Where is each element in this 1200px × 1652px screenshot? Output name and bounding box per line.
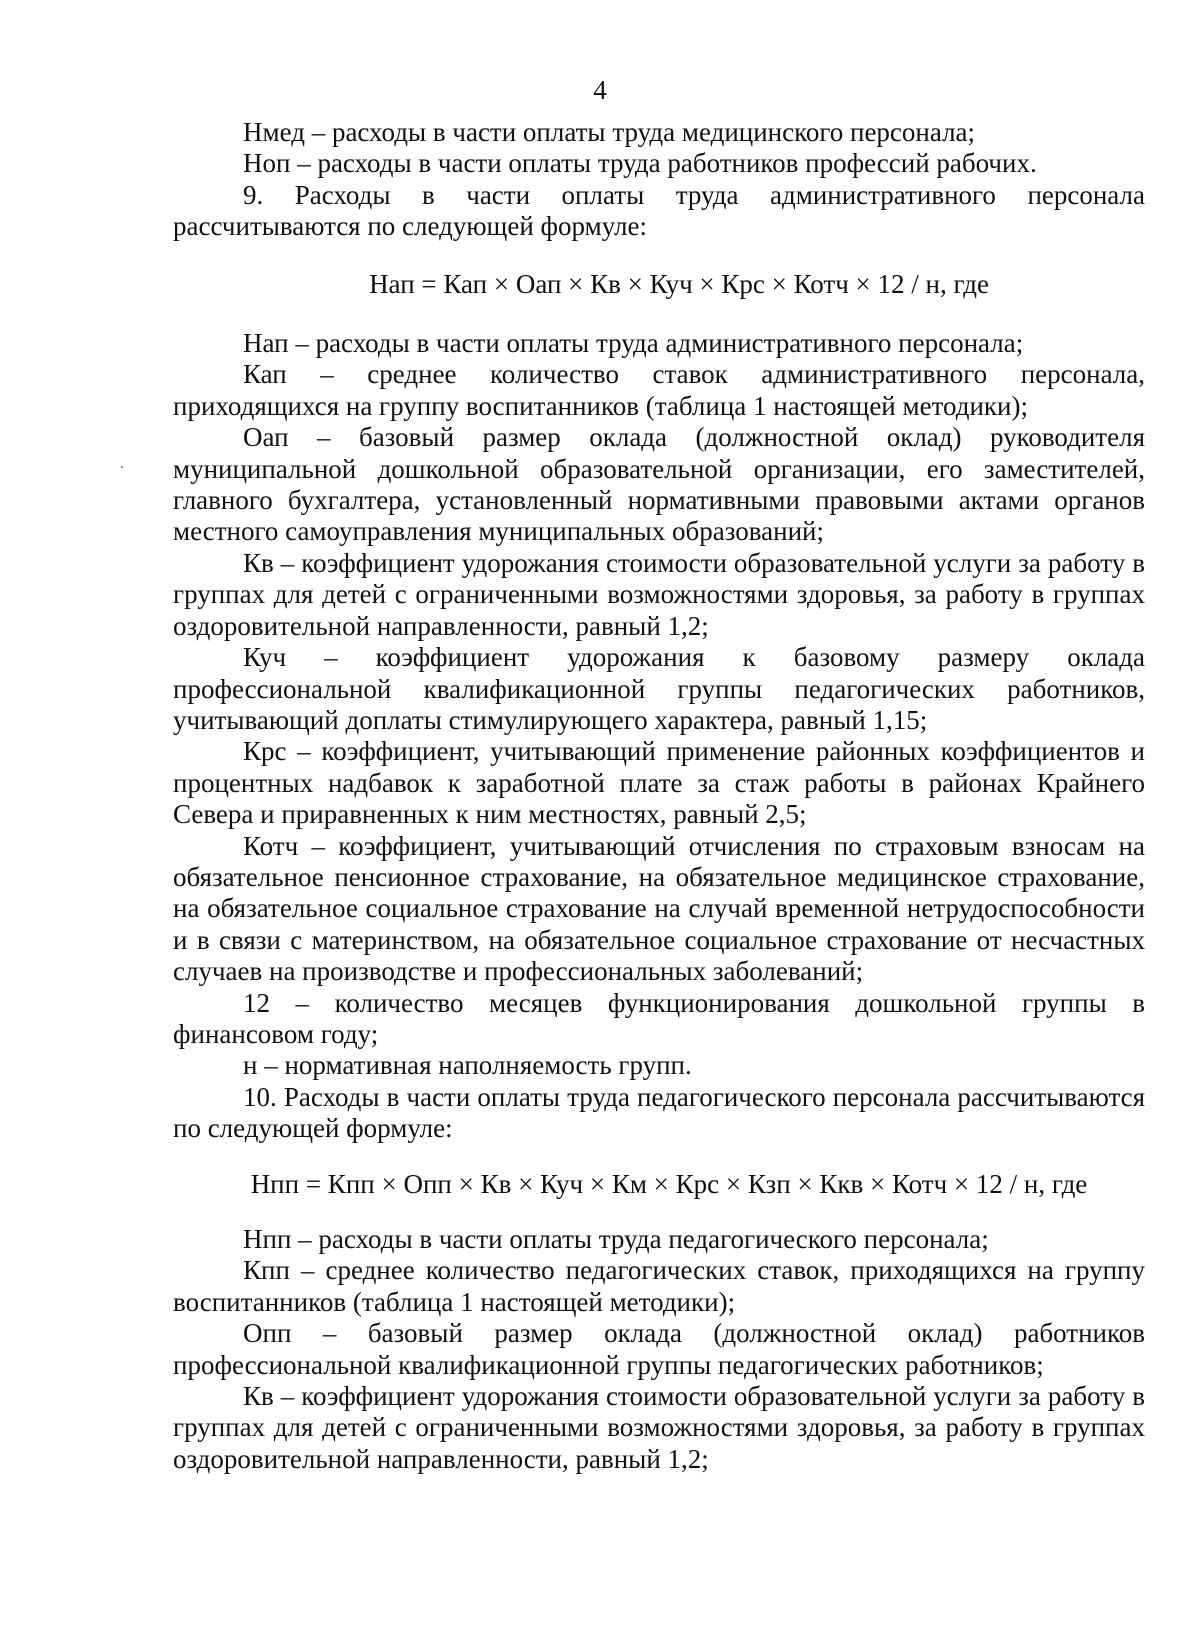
definition-npp: Нпп – расходы в части оплаты труда педагогического персонала; [243, 1224, 989, 1254]
formula-nap: Нап = Кап × Оап × Кв × Куч × Крс × Котч × 12 / н, где [369, 268, 989, 299]
definition-kap: Кап – среднее количество ставок административного персонала, приходящихся на группу воспитанников (таблица 1 настоящей методики); [173, 359, 1145, 421]
definition-kuch: Куч – коэффициент удорожания к базовому размеру оклада профессиональной квалификационной группы педагогических работников, учитывающий доплаты стимулирующего характера, равный 1,15; [173, 642, 1145, 735]
definition-kpp: Кпп – среднее количество педагогических ставок, приходящихся на группу воспитанников (таблица 1 настоящей методики); [173, 1255, 1145, 1317]
definition-nop: Ноп – расходы в части оплаты труда работников профессий рабочих. [243, 148, 1037, 179]
section-9-intro: 9. Расходы в части оплаты труда административного персонала рассчитываются по следующей формуле: [173, 179, 1145, 242]
definition-opp: Опп – базовый размер оклада (должностной оклад) работников профессиональной квалификационной группы педагогических работников; [173, 1318, 1145, 1380]
document-body [173, 117, 1145, 1475]
definition-kv-2: Кв – коэффициент удорожания стоимости образовательной услуги за работу в группах для детей с ограниченными возможностями здоровья, за работу в группах оздоровительной направленности, равный 1,2; [173, 1381, 1145, 1474]
definition-12-months: 12 – количество месяцев функционирования дошкольной группы в финансовом году; [173, 987, 1145, 1049]
definition-nmed: Нмед – расходы в части оплаты труда медицинского персонала; [243, 117, 976, 147]
page-number: 4 [593, 75, 607, 105]
definition-krs: Крс – коэффициент, учитывающий применение районных коэффициентов и процентных надбавок к заработной плате за стаж работы в районах Крайнего Севера и приравненных к ним местностях, равный 2,5; [173, 736, 1145, 830]
definition-kotch: Котч – коэффициент, учитывающий отчисления по страховым взносам на обязательное пенсионное страхование, на обязательное медицинское страхование, на обязательное социальное страхование на случай временной нетрудоспособности и в связи с материнством, на обязательное социальное страхование от несчастных случаев на производстве и профессиональных заболеваний; [173, 830, 1145, 987]
definition-kv: Кв – коэффициент удорожания стоимости образовательной услуги за работу в группах для детей с ограниченными возможностями здоровья, за работу в группах оздоровительной направленности, равный 1,2; [173, 547, 1145, 641]
scan-speck [121, 466, 123, 468]
section-10-intro: 10. Расходы в части оплаты труда педагогического персонала рассчитываются по следующей формуле: [173, 1081, 1145, 1144]
definition-nap: Нап – расходы в части оплаты труда административного персонала; [243, 328, 1024, 359]
definition-n: н – нормативная наполняемость групп. [243, 1050, 692, 1081]
definition-oap: Оап – базовый размер оклада (должностной оклад) руководителя муниципальной дошкольной образовательной организации, его заместителей, главного бухгалтера, установленный нормативными правовыми актами органов местного самоуправления муниципальных образований; [173, 422, 1145, 547]
formula-npp: Нпп = Кпп × Опп × Кв × Куч × Км × Крс × Кзп × Ккв × Котч × 12 / н, где [250, 1168, 1088, 1199]
